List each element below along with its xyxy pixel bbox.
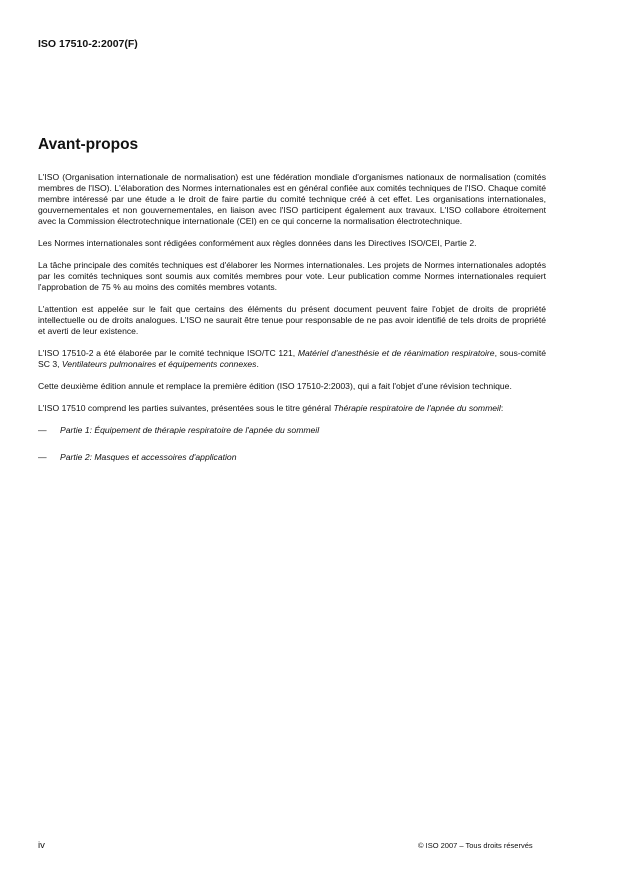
paragraph-edition: Cette deuxième édition annule et remplace la première édition (ISO 17510-2:2003), qui a fait l'objet d'une révision technique. — [38, 381, 512, 391]
document-id-header: ISO 17510-2:2007(F) — [38, 38, 138, 50]
dash-bullet: — — [38, 425, 47, 435]
paragraph-directives: Les Normes internationales sont rédigées conformément aux règles données dans les Directives ISO/CEI, Partie 2. — [38, 238, 477, 248]
list-item — [38, 452, 546, 463]
paragraph-committee — [38, 348, 546, 370]
paragraph-patent-rights: L'attention est appelée sur le fait que certains des éléments du présent document peuvent faire l'objet de droits de propriété intellectuelle ou de droits analogues. L'ISO ne saurait être tenue pour responsable de ne pas avoir identifié de tels droits de propriété et averti de leur existence. — [38, 304, 546, 336]
part-label: Partie 2: Masques et accessoires d'application — [60, 452, 237, 462]
page-number: iv — [38, 840, 45, 851]
dash-bullet: — — [38, 452, 47, 462]
committee-text-e: . — [256, 359, 259, 369]
paragraph-main-task: La tâche principale des comités techniques est d'élaborer les Normes internationales. Les projets de Normes internationales adoptés par les comités techniques sont soumis aux comités membres pour vote. Leur publication comme Normes internationales requiert l'approbation de 75 % au moins des comités membres votants. — [38, 260, 546, 292]
list-item — [38, 425, 546, 436]
section-title: Avant-propos — [38, 136, 139, 153]
copyright-notice: © ISO 2007 – Tous droits réservés — [418, 841, 533, 850]
paragraph-parts-intro — [38, 403, 546, 414]
foreword-body — [38, 172, 546, 479]
parts-intro-colon: : — [500, 403, 504, 413]
committee-text-a: L'ISO 17510-2 a été élaborée par le comité technique ISO/TC 121, — [38, 348, 298, 358]
committee-title: Matériel d'anesthésie et de réanimation respiratoire — [297, 348, 495, 358]
parts-intro-text: L'ISO 17510 comprend les parties suivantes, présentées sous le titre général — [38, 403, 334, 413]
part-label: Partie 1: Équipement de thérapie respiratoire de l'apnée du sommeil — [60, 425, 320, 435]
committee-text-c: , sous-comité SC 3, — [38, 348, 547, 369]
parts-list — [38, 425, 546, 463]
paragraph-iso-intro: L'ISO (Organisation internationale de normalisation) est une fédération mondiale d'organismes nationaux de normalisation (comités membres de l'ISO). L'élaboration des Normes internationales est en général confiée aux comités techniques de l'ISO. Chaque comité membre intéressé par une étude a le droit de faire partie du comité technique créé à cet effet. Les organisations internationales, gouvernementales et non gouvernementales, en liaison avec l'ISO participent également aux travaux. L'ISO collabore étroitement avec la Commission électrotechnique internationale (CEI) en ce qui concerne la normalisation électrotechnique. — [38, 172, 546, 226]
subcommittee-title: Ventilateurs pulmonaires et équipements connexes — [61, 359, 257, 369]
general-title: Thérapie respiratoire de l'apnée du sommeil — [333, 403, 501, 413]
